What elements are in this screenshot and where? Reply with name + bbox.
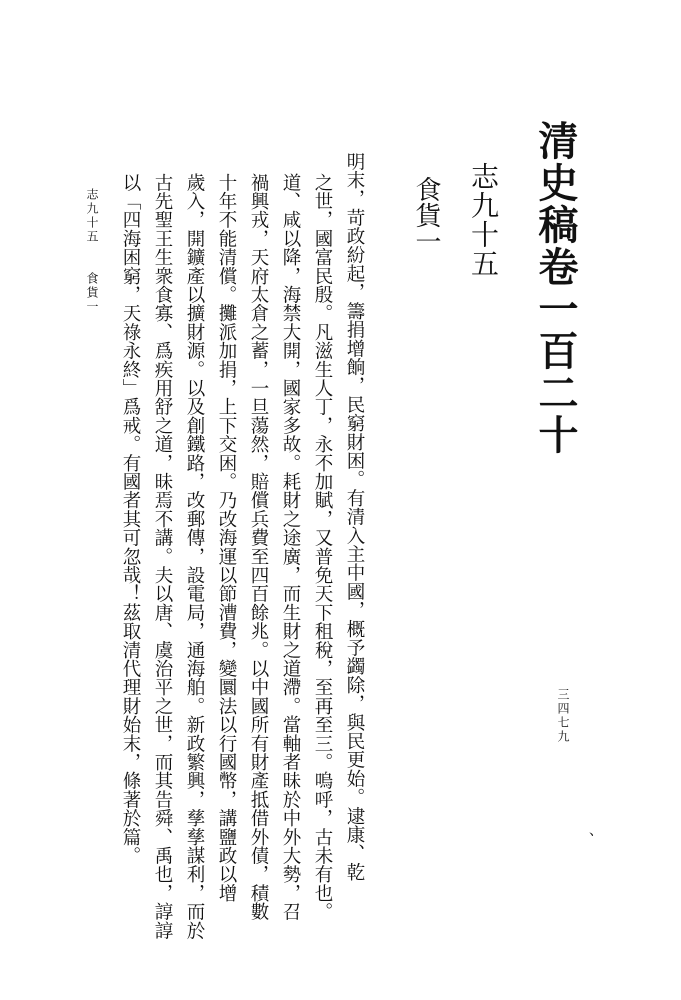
body-column-4: 禍興戎，天府太倉之蓄，一旦蕩然，賠償兵費至四百餘兆。以中國所有財產抵借外債，積數 [248, 173, 269, 921]
body-column-6: 歲入，開鑛產以擴財源。以及創鐵路，改郵傳，設電局，通海舶。新政繁興，孳孳謀利，而於 [184, 173, 205, 940]
body-column-5: 十年不能清償。攤派加捐，上下交困。乃改海運以節漕費，變圜法以行國幣，講鹽政以增 [216, 173, 237, 903]
ink-mark: 、 [589, 823, 603, 839]
body-column-8: 以「四海困窮，天祿永終」爲戒。有國者其可忽哉！茲取清代理財始末，條著於篇。 [120, 173, 141, 865]
margin-label: 志九十五 食貨一 [85, 188, 99, 314]
page-number: 三四七九 [556, 688, 570, 744]
body-column-2: 之世，國富民殷。凡滋生人丁，永不加賦，又普免天下租稅，至再至三。嗚呼，古未有也。 [312, 173, 333, 921]
chapter-subtitle: 志九十五 [467, 162, 500, 278]
body-column-7: 古先聖王生衆食寡、爲疾用舒之道，昧焉不講。夫以唐、虞治平之世，而其告舜、禹也，諄諄 [152, 173, 173, 940]
body-column-1: 明末，苛政紛起，籌捐增餉，民窮財困。有清入主中國，概予蠲除，與民更始。逮康、乾 [344, 152, 365, 882]
section-heading: 食貨一 [411, 176, 441, 254]
page-title: 清史稿卷一百二十 [532, 120, 579, 456]
body-column-3: 道、咸以降，海禁大開，國家多故。耗財之途廣，而生財之道滯。當軸者昧於中外大勢，召 [280, 173, 301, 921]
